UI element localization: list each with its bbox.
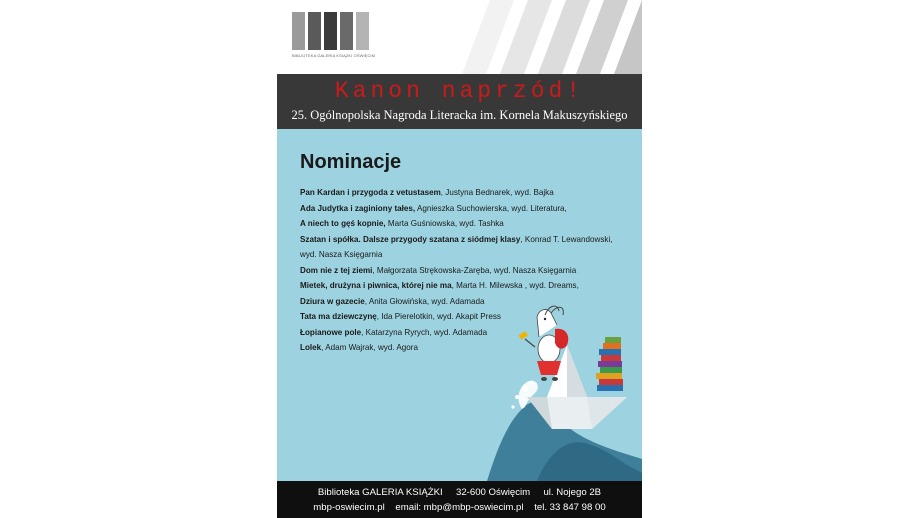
nomination-details: , Anita Głowińska, wyd. Adamada	[364, 296, 485, 306]
nomination-details: , Małgorzata Strękowska-Zaręba, wyd. Nasza Księgarnia	[372, 265, 577, 275]
logo-bar	[308, 12, 321, 50]
phone-number: tel. 33 847 98 00	[534, 502, 606, 513]
nomination-title: Tata ma dziewczynę	[300, 312, 377, 321]
nomination-details: , Justyna Bednarek, wyd. Bajka	[440, 188, 554, 197]
logo-caption: BIBLIOTEKA GALERIA KSIĄŻKI OŚWIĘCIM	[292, 53, 376, 58]
email-link[interactable]: email: mbp@mbp-oswiecim.pl	[395, 502, 524, 513]
nomination-title: Dziura w gazecie	[300, 296, 365, 306]
nomination-title: Łopianowe pole	[300, 327, 362, 337]
nominations-panel	[277, 129, 642, 481]
nomination-item	[300, 232, 630, 248]
nomination-item	[300, 216, 630, 232]
nomination-item	[300, 263, 630, 279]
nomination-details: Marta Guśniowska, wyd. Tashka	[385, 219, 504, 228]
library-city: 32-600 Oświęcim	[456, 487, 531, 498]
logo-bar	[340, 12, 353, 50]
poster-subtitle: 25. Ogólnopolska Nagroda Literacka im. Kornela Makuszyńskiego	[291, 108, 628, 122]
logo-bar	[324, 12, 337, 50]
poster-header	[277, 0, 642, 74]
footer-contact-line	[277, 502, 642, 513]
nomination-title: Lolek	[300, 343, 322, 352]
book-stack-icon	[596, 337, 623, 391]
logo-bar	[292, 12, 305, 50]
poster	[277, 0, 642, 518]
library-street: ul. Nojego 2B	[543, 487, 602, 498]
website-link[interactable]: mbp-oswiecim.pl	[313, 502, 385, 513]
nomination-title: Ada Judytka i zaginiony tałes,	[300, 203, 416, 213]
poster-title: Kanon naprzód!	[334, 78, 585, 104]
nominations-heading: Nominacje	[300, 151, 402, 173]
nomination-title: A niech to gęś kopnie,	[300, 219, 386, 228]
library-name: Biblioteka GALERIA KSIĄŻKI	[317, 487, 443, 498]
contact-footer	[277, 481, 642, 518]
nomination-details: , Ida Pierelotkin, wyd. Akapit Press	[376, 312, 501, 321]
nomination-title: Pan Kardan i przygoda z vetustasem	[300, 188, 441, 197]
nomination-title: Szatan i spółka. Dalsze przygody szatana z siódmej klasy	[300, 234, 521, 244]
nomination-details: , Katarzyna Ryrych, wyd. Adamada	[361, 327, 488, 337]
footer-address-line	[277, 487, 642, 498]
logo-bar	[356, 12, 369, 50]
nomination-title: Dom nie z tej ziemi	[300, 265, 373, 275]
nomination-item	[300, 247, 630, 263]
nomination-details: , Konrad T. Lewandowski,	[520, 234, 613, 244]
title-banner	[277, 74, 642, 129]
nomination-item	[300, 201, 630, 217]
nomination-details: , Marta H. Milewska , wyd. Dreams,	[451, 281, 579, 290]
nomination-details: , Adam Wajrak, wyd. Agora	[321, 343, 419, 352]
nomination-item	[300, 185, 630, 201]
goat-on-paper-boat-illustration	[467, 289, 642, 481]
library-logo	[292, 12, 376, 62]
nomination-details: wyd. Nasza Księgarnia	[300, 250, 383, 259]
nomination-title: Mietek, drużyna i piwnica, której nie ma	[300, 281, 452, 290]
decorative-stripes	[442, 0, 642, 74]
nomination-details: Agnieszka Suchowierska, wyd. Literatura,	[415, 203, 567, 213]
